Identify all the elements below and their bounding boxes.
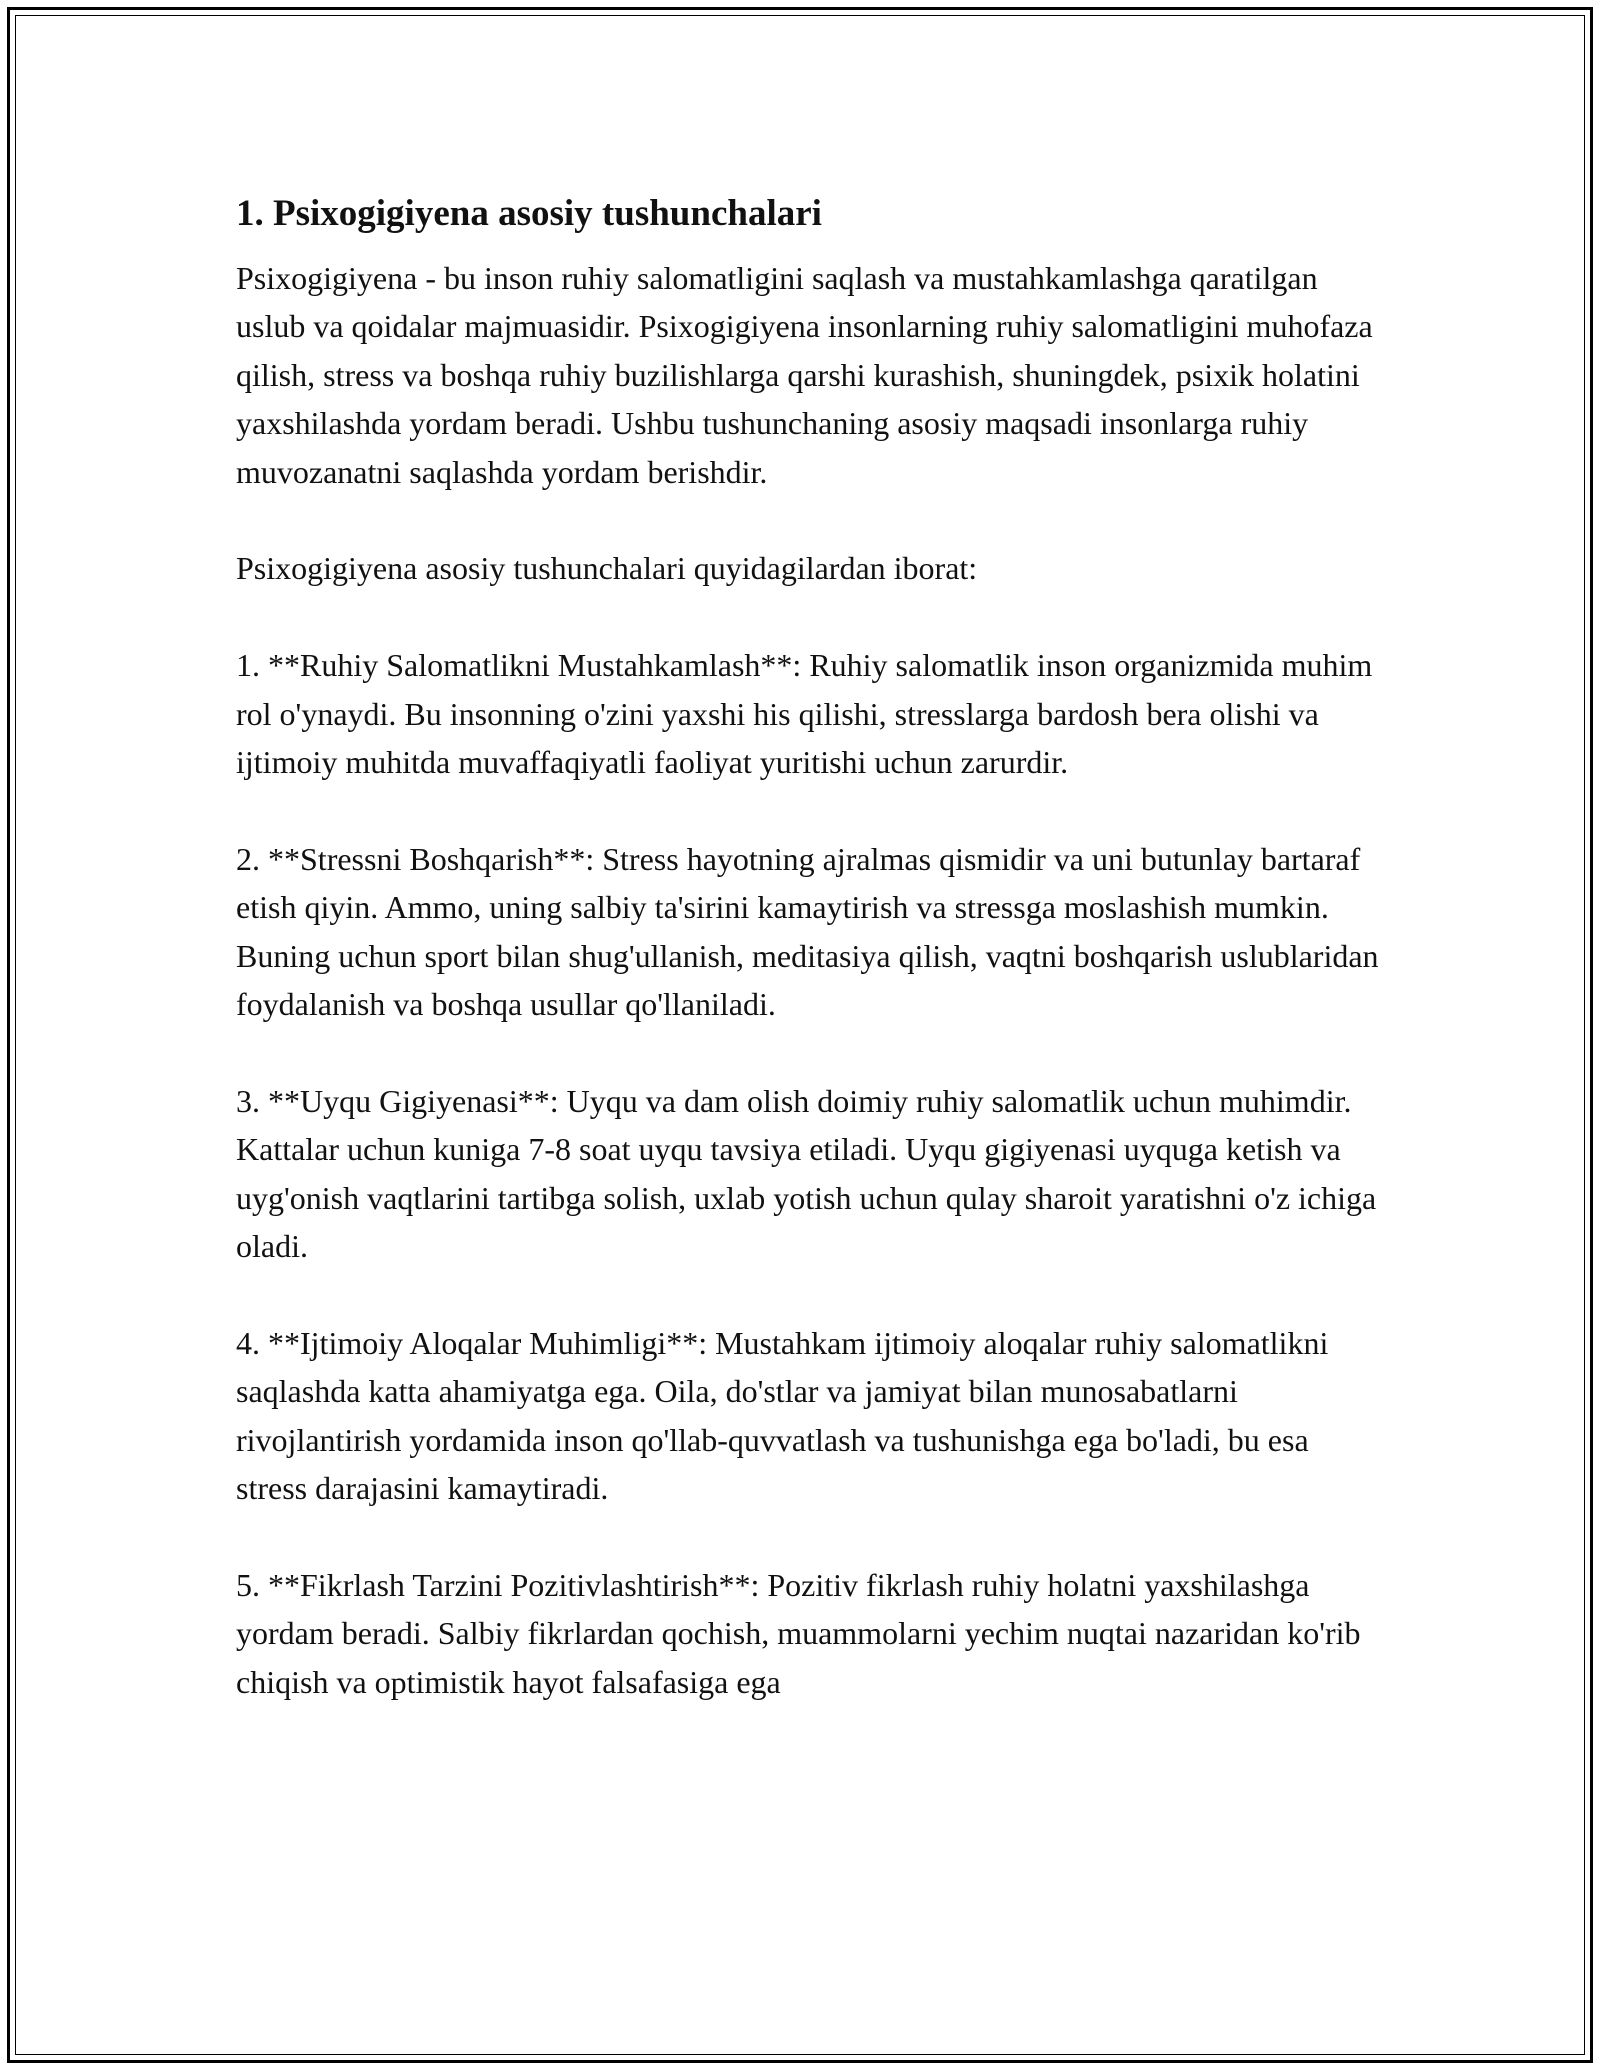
list-item-5: 5. **Fikrlash Tarzini Pozitivlashtirish**: Pozitiv fikrlash ruhiy holatni yaxshilashga yordam beradi. Salbiy fikrlardan qochish, muammolarni yechim nuqtai nazaridan ko'rib chiqish va optimistik hayot falsafasiga ega bbox=[236, 1566, 1361, 1700]
list-item-4: 4. **Ijtimoiy Aloqalar Muhimligi**: Mustahkam ijtimoiy aloqalar ruhiy salomatlikni saqlashda katta ahamiyatga ega. Oila, do'stlar va jamiyat bilan munosabatlarni rivojlantirish yordamida inson qo'llab-quvvatlash va tushunishga ega bo'ladi, bu esa stress darajasini kamaytiradi. bbox=[236, 1324, 1329, 1507]
list-item-3: 3. **Uyqu Gigiyenasi**: Uyqu va dam olish doimiy ruhiy salomatlik uchun muhimdir. Kattalar uchun kuniga 7-8 soat uyqu tavsiya etiladi. Uyqu gigiyenasi uyquga ketish va uyg'onish vaqtlarini tartibga solish, uxlab yotish uchun qulay sharoit yaratishni o'z ichiga oladi. bbox=[236, 1082, 1377, 1265]
list-item-2: 2. **Stressni Boshqarish**: Stress hayotning ajralmas qismidir va uni butunlay bartaraf etish qiyin. Ammo, uning salbiy ta'sirini kamaytirish va stressga moslashish mumkin. Buning uchun sport bilan shug'ullanish, meditasiya qilish, vaqtni boshqarish uslublaridan foydalanish va boshqa usullar qo'llaniladi. bbox=[236, 840, 1379, 1023]
intro-paragraph: Psixogigiyena - bu inson ruhiy salomatligini saqlash va mustahkamlashga qaratilgan uslub va qoidalar majmuasidir. Psixogigiyena insonlarning ruhiy salomatligini muhofaza qilish, stress va boshqa ruhiy buzilishlarga qarshi kurashish, shuningdek, psixik holatini yaxshilashda yordam beradi. Ushbu tushunchaning asosiy maqsadi insonlarga ruhiy muvozanatni saqlashda yordam berishdir. bbox=[236, 260, 1373, 490]
list-intro-paragraph: Psixogigiyena asosiy tushunchalari quyidagilardan iborat: bbox=[236, 550, 978, 587]
section-heading: 1. Psixogigiyena asosiy tushunchalari bbox=[236, 193, 822, 234]
document-body bbox=[236, 186, 1386, 1754]
list-item-1: 1. **Ruhiy Salomatlikni Mustahkamlash**: Ruhiy salomatlik inson organizmida muhim rol o'ynaydi. Bu insonning o'zini yaxshi his qilishi, stresslarga bardosh bera olishi va ijtimoiy muhitda muvaffaqiyatli faoliyat yuritishi uchun zarurdir. bbox=[236, 647, 1373, 781]
